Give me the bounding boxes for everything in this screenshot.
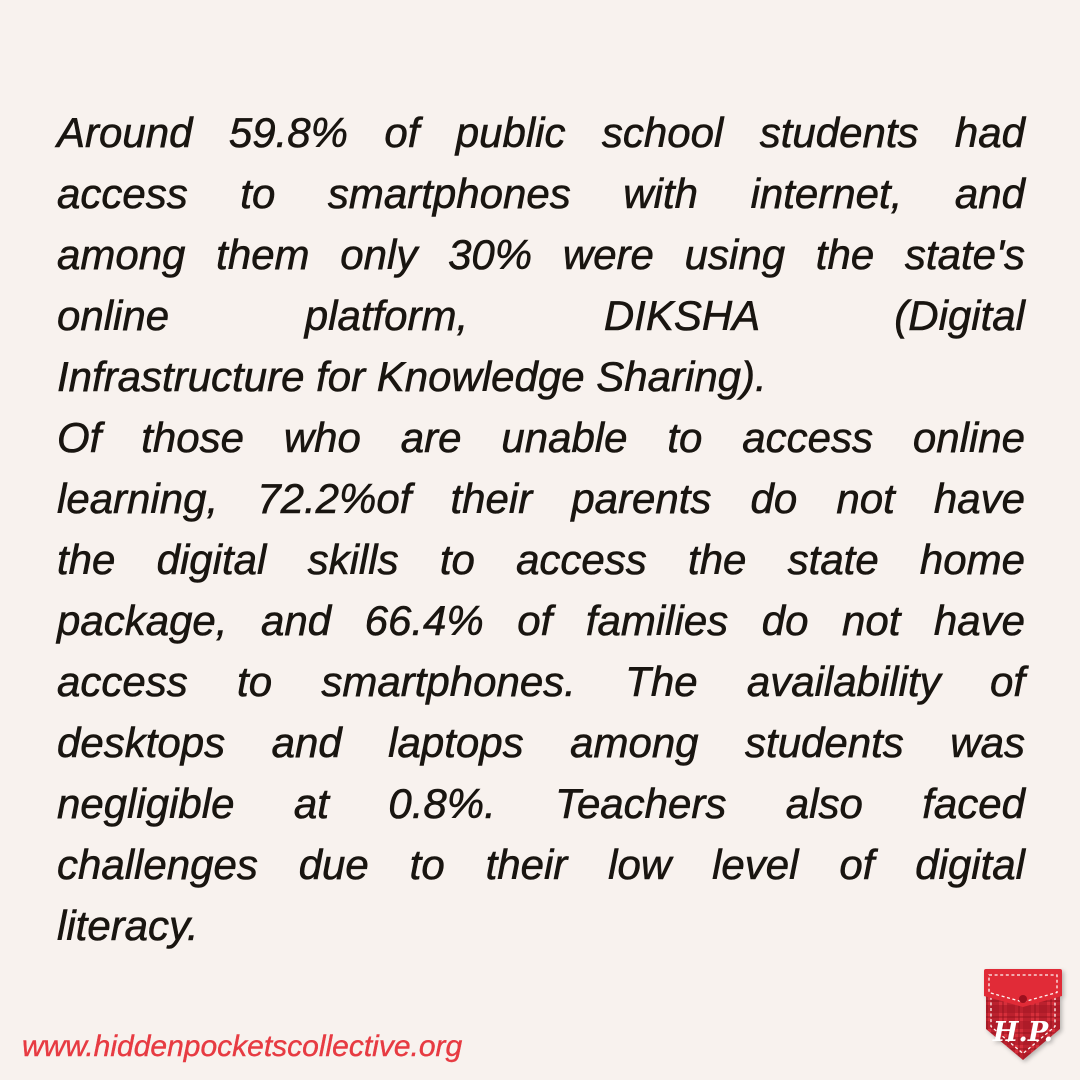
text-line: access to smartphones with internet, and bbox=[57, 170, 1025, 217]
text-line: among them only 30% were using the state's bbox=[57, 231, 1025, 278]
body-text bbox=[57, 102, 1025, 956]
logo-initials: H.P. bbox=[992, 1017, 1054, 1048]
text-line: access to smartphones. The availability of bbox=[57, 658, 1025, 705]
text-line: literacy. bbox=[57, 902, 199, 949]
pocket-button bbox=[1019, 995, 1027, 1003]
text-line: package, and 66.4% of families do not have bbox=[57, 597, 1025, 644]
text-line: challenges due to their low level of digital bbox=[57, 841, 1025, 888]
text-line: Around 59.8% of public school students had bbox=[57, 109, 1025, 156]
text-line: Infrastructure for Knowledge Sharing). bbox=[57, 353, 767, 400]
text-line: negligible at 0.8%. Teachers also faced bbox=[57, 780, 1025, 827]
website-url: www.hiddenpocketscollective.org bbox=[22, 1030, 463, 1063]
text-line: Of those who are unable to access online bbox=[57, 414, 1025, 461]
text-line: the digital skills to access the state home bbox=[57, 536, 1025, 583]
hidden-pockets-logo bbox=[983, 965, 1063, 1063]
text-line: desktops and laptops among students was bbox=[57, 719, 1025, 766]
text-line: learning, 72.2%of their parents do not have bbox=[57, 475, 1025, 522]
text-line: online platform, DIKSHA (Digital bbox=[57, 292, 1025, 339]
